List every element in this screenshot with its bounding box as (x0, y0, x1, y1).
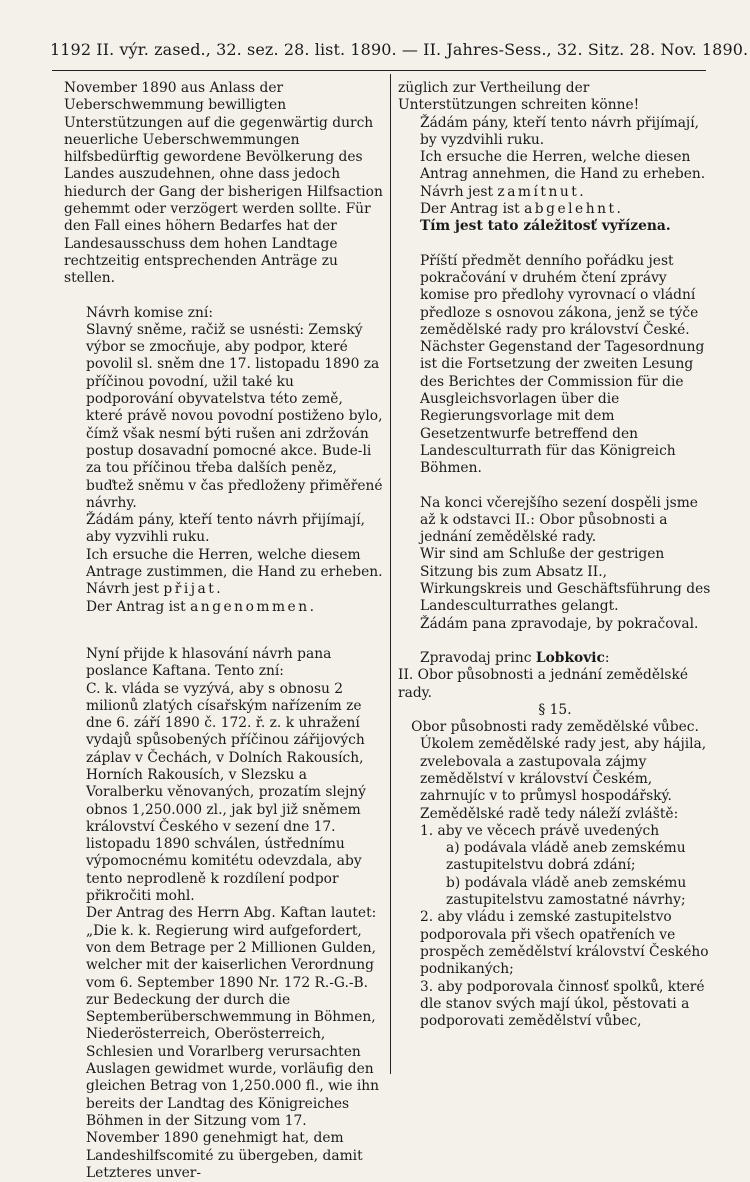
paragraph: züglich zur Vertheilung der Unterstützungen schreiten könne! (398, 80, 640, 114)
text: přijat. (163, 581, 224, 598)
paragraph: Zemědělské radě tedy náleží zvláště: (420, 805, 679, 822)
paragraph (398, 201, 712, 218)
paragraph (64, 581, 384, 598)
paragraph: Ich ersuche die Herren, welche diesem Antrage zustimmen, die Hand zu erheben. (86, 546, 383, 581)
paragraph: Na konci včerejšího sezení dospěli jsme až k odstavci II.: Obor působnosti a jednání zemědělské rady. (420, 494, 698, 546)
paragraph: Slavný sněme, račiž se usnésti: Zemský výbor se zmocňuje, aby podpor, které povolil sl. sněm dne 17. listopadu 1890 za příčinou povodní, užil také ku podporování obyvatelstva této země, které právě novou povodní postiženo bylo, čímž však nesmí býti rušen ani zdržován postup dosavadní pomocné akce. Bude-li za tou příčinou třeba dalších peněz, buďtež sněmu v čas předloženy přiměřené návrhy. (86, 321, 383, 511)
list-item: b) podávala vládě aneb zemskému zastupitelstvu zamostatné návrhy; (446, 874, 687, 909)
section-heading: II. Obor působnosti a jednání zemědělské rady. (398, 667, 689, 701)
paragraph (64, 599, 384, 616)
section-number: § 15. (538, 701, 572, 718)
section-title: Obor působnosti rady zemědělské vůbec. (411, 719, 699, 736)
list-item: a) podávala vládě aneb zemskému zastupitelstvu dobrá zdání; (446, 840, 686, 874)
text: Der Antrag ist (86, 598, 191, 615)
list-item: 1. aby ve věcech právě uvedených (420, 822, 660, 839)
text: Zpravodaj princ (420, 649, 536, 666)
paragraph (398, 650, 712, 667)
right-column (398, 80, 712, 1030)
left-column (64, 80, 384, 1182)
text: Návrh jest (420, 183, 498, 200)
text: : (604, 649, 610, 666)
paragraph: Návrh komise zní: (86, 304, 213, 321)
paragraph: Nächster Gegenstand der Tagesordnung ist die Fortsetzung der zweiten Lesung des Berichtes der Commission für die Ausgleichsvorlagen über die Regierungsvorlage mit dem Gesetzentwurfe betreffend den Landesculturrath für das Königreich Böhmen. (420, 339, 705, 477)
paragraph (398, 184, 712, 201)
paragraph: Wir sind am Schluße der gestrigen Sitzung bis zum Absatz II., Wirkungskreis und Geschäftsführung des Landesculturrathes gelangt. (420, 546, 711, 615)
paragraph: Žádám pány, kteří tento návrh přijímají, by vyzdvihli ruku. (420, 114, 699, 148)
paragraph: C. k. vláda se vyzývá, aby s obnosu 2 milionů zlatých císařským nařízením ze dne 6. září 1890 č. 172. ř. z. k uhražení vydajů spůsobených příčinou zářijových záplav v Čechách, v Dolních Rakousích, Horních Rakousích, v Slezsku a Voralberku věnovaných, prozatím slejný obnos 1,250.000 zl., jak byl již sněmem království Českého v sezení dne 17. listopadu 1890 schválen, ústřednímu výpomocnému komitétu odevzdala, aby tento neprodleně k rozdílení podpor přikročiti mohl. (86, 680, 366, 905)
text: Der Antrag ist (420, 201, 525, 218)
speaker-name: Lobkovic (535, 649, 605, 666)
text: zamítnut. (497, 183, 587, 200)
text: Návrh jest (86, 581, 164, 598)
column-divider (390, 74, 391, 1074)
header-rule (52, 70, 706, 71)
text: angenommen. (190, 598, 317, 615)
paragraph: Nyní přijde k hlasování návrh pana poslance Kaftana. Tento zní: (86, 645, 332, 680)
paragraph: Ich ersuche die Herren, welche diesen Antrag annehmen, die Hand zu erheben. (420, 149, 706, 183)
paragraph: Der Antrag des Herrn Abg. Kaftan lautet: „Die k. k. Regierung wird aufgefordert, von dem Betrage per 2 Millionen Gulden, welcher mit der kaiserlichen Verordnung vom 6. September 1890 Nr. 172 R.-G.-B. zur Bedeckung der durch die Septemberüberschwemmung in Böhmen, Niederösterreich, Oberösterreich, Schlesien und Vorarlberg verursachten Auslagen gewidmet wurde, vorläufig den gleichen Betrag von 1,250.000 fl., wie ihn bereits der Landtag des Königreiches Böhmen in der Sitzung vom 17. November 1890 genehmigt hat, dem Landeshilfscomité zu übergeben, damit Letzteres unver- (86, 905, 380, 1181)
paragraph: Tím jest tato záležitosť vyřízena. (420, 218, 671, 235)
paragraph: Žádám pana zpravodaje, by pokračoval. (420, 615, 699, 632)
list-item: 2. aby vládu i zemské zastupitelstvo podporovala při všech opatřeních ve prospěch zemědělství království Českého podnikaných; (420, 909, 709, 978)
text: abgelehnt. (524, 201, 624, 218)
paragraph: Úkolem zemědělské rady jest, aby hájila, zvelebovala a zastupovala zájmy zemědělství v království Českém, zahrnujíc v to průmysl hospodářský. (420, 736, 707, 805)
paragraph: Žádám pány, kteří tento návrh přijímají, aby vyzvihli ruku. (86, 512, 365, 546)
paragraph: November 1890 aus Anlass der Ueberschwemmung bewilligten Unterstützungen auf die gegenwärtig durch neuerliche Ueberschwemmungen hilfsbedürftig gewordene Bevölkerung des Landes auszudehnen, ohne dass jedoch hiedurch der Gang der bisherigen Hilfsaction gehemmt oder verzögert werden sollte. Für den Fall eines höhern Bedarfes hat der Landesausschuss dem hohen Landtage rechtzeitig entsprechenden Anträge zu stellen. (64, 80, 383, 287)
page-header: 1192 II. výr. zased., 32. sez. 28. list. 1890. — II. Jahres-Sess., 32. Sitz. 28. Nov. 1890. (50, 40, 749, 59)
paragraph: Příští předmět denního pořádku jest pokračování v druhém čtení zprávy komise pro předlohy vyrovnací o vládní předloze s osnovou zákona, jenž se týče zemědělské rady pro království České. (420, 252, 699, 338)
list-item: 3. aby podporovala činnosť spolků, které dle stanov svých mají úkol, pěstovati a podporovati zemědělství vůbec, (420, 978, 705, 1030)
